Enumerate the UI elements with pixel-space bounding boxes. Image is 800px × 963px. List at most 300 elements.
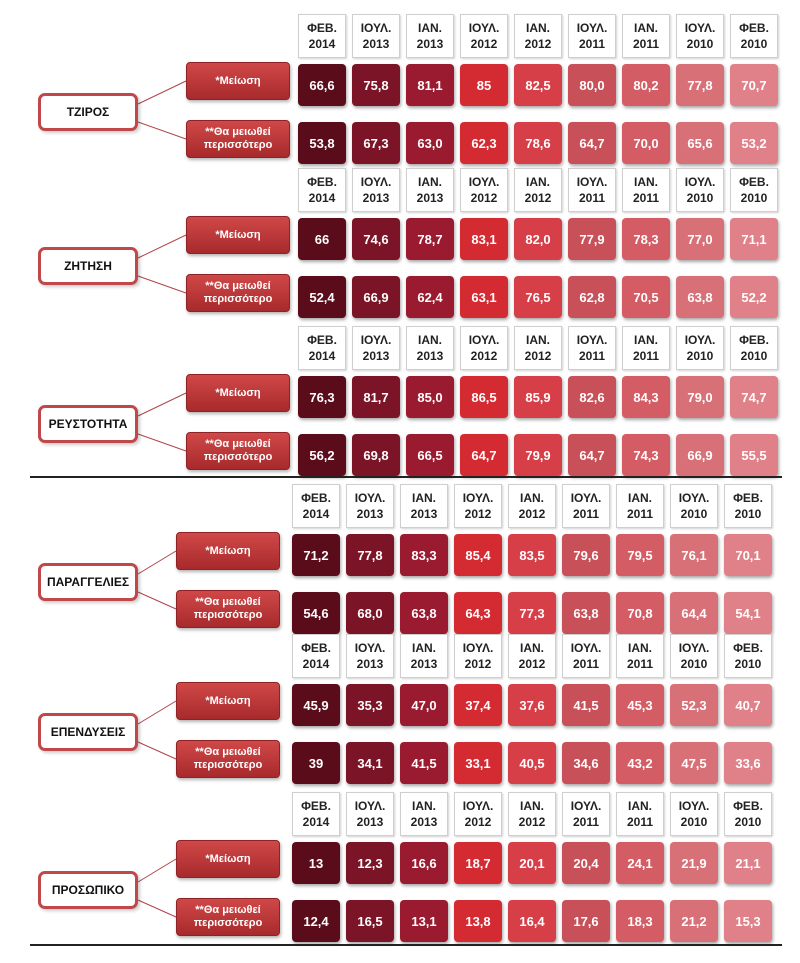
connector-line (138, 122, 186, 139)
column-header-period: ΙΑΝ. (412, 641, 436, 655)
column-header (568, 326, 616, 370)
connector-line (138, 276, 186, 293)
row-label-line: περισσότερο (203, 451, 273, 463)
data-cell: 82,5 (514, 64, 562, 106)
column-header-period: ΦΕΒ. (301, 799, 331, 813)
data-cell: 83,3 (400, 534, 448, 576)
category-label: ΕΠΕΝΔΥΣΕΙΣ (38, 713, 138, 751)
column-header-period: ΙΑΝ. (418, 175, 442, 189)
column-header (298, 168, 346, 212)
data-cell: 70,8 (616, 592, 664, 634)
column-header-year: 2014 (308, 349, 336, 363)
row-label-line: **Θα μειωθεί (205, 438, 271, 450)
row-label-reduce-more (186, 120, 290, 158)
data-cell: 82,0 (514, 218, 562, 260)
data-cell: 66,9 (676, 434, 724, 476)
data-cell: 76,1 (670, 534, 718, 576)
column-header-year: 2014 (308, 37, 336, 51)
data-cell: 66,9 (352, 276, 400, 318)
connector-line (138, 81, 186, 104)
data-cell: 52,4 (298, 276, 346, 318)
column-header-period: ΙΟΥΛ. (468, 175, 500, 189)
data-cell: 62,8 (568, 276, 616, 318)
data-cell: 34,6 (562, 742, 610, 784)
column-header-year: 2013 (362, 349, 390, 363)
column-header-period: ΙΟΥΛ. (576, 21, 608, 35)
row-label-reduce-more (186, 432, 290, 470)
column-header-year: 2010 (680, 657, 708, 671)
data-cell: 41,5 (400, 742, 448, 784)
column-header-year: 2010 (734, 507, 762, 521)
column-header-year: 2013 (356, 507, 384, 521)
column-header (298, 14, 346, 58)
column-header-period: ΙΟΥΛ. (678, 799, 710, 813)
row-label-reduce-more (186, 274, 290, 312)
data-cell: 78,7 (406, 218, 454, 260)
column-header (730, 326, 778, 370)
data-cell: 84,3 (622, 376, 670, 418)
column-header-year: 2013 (410, 657, 438, 671)
column-header (616, 792, 664, 836)
column-header-period: ΙΑΝ. (520, 799, 544, 813)
column-header (724, 792, 772, 836)
data-cell: 85,0 (406, 376, 454, 418)
column-header-year: 2010 (686, 191, 714, 205)
row-label-reduce-more (176, 898, 280, 936)
column-header-year: 2014 (302, 657, 330, 671)
row-label-line: *Μείωση (205, 544, 251, 557)
column-header-period: ΙΑΝ. (628, 799, 652, 813)
column-header (454, 792, 502, 836)
data-cell: 76,5 (514, 276, 562, 318)
data-cell: 53,2 (730, 122, 778, 164)
data-cell: 66 (298, 218, 346, 260)
row-label-line: περισσότερο (193, 759, 263, 771)
data-cell: 39 (292, 742, 340, 784)
column-header-period: ΙΑΝ. (520, 641, 544, 655)
column-header (292, 634, 340, 678)
data-cell: 40,7 (724, 684, 772, 726)
column-header-period: ΙΑΝ. (526, 21, 550, 35)
row-label-line: περισσότερο (193, 609, 263, 621)
data-cell: 45,9 (292, 684, 340, 726)
data-cell: 24,1 (616, 842, 664, 884)
data-cell: 33,1 (454, 742, 502, 784)
column-header-year: 2012 (464, 815, 492, 829)
column-header (406, 326, 454, 370)
column-header-year: 2010 (734, 657, 762, 671)
column-header (292, 484, 340, 528)
data-cell: 66,5 (406, 434, 454, 476)
column-header-year: 2014 (308, 191, 336, 205)
column-header-period: ΦΕΒ. (733, 641, 763, 655)
column-header-period: ΙΑΝ. (628, 491, 652, 505)
category-label: ΠΑΡΑΓΓΕΛΙΕΣ (38, 563, 138, 601)
data-cell: 78,6 (514, 122, 562, 164)
section-divider (30, 944, 782, 946)
column-header-year: 2011 (632, 37, 660, 51)
data-cell: 62,4 (406, 276, 454, 318)
column-header-year: 2011 (572, 815, 600, 829)
row-label-line: *Μείωση (215, 386, 261, 399)
column-header (508, 792, 556, 836)
data-cell: 74,6 (352, 218, 400, 260)
data-cell: 47,0 (400, 684, 448, 726)
column-header-period: ΙΟΥΛ. (468, 21, 500, 35)
column-header-year: 2012 (518, 507, 546, 521)
column-header-year: 2011 (626, 657, 654, 671)
row-label-line: περισσότερο (203, 293, 273, 305)
column-header (454, 484, 502, 528)
column-header (562, 792, 610, 836)
data-cell: 12,3 (346, 842, 394, 884)
data-cell: 13,1 (400, 900, 448, 942)
data-cell: 16,6 (400, 842, 448, 884)
column-header (454, 634, 502, 678)
data-cell: 16,4 (508, 900, 556, 942)
column-header-period: ΙΟΥΛ. (570, 641, 602, 655)
column-header-period: ΙΟΥΛ. (354, 799, 386, 813)
column-header (676, 14, 724, 58)
data-cell: 74,3 (622, 434, 670, 476)
data-cell: 81,1 (406, 64, 454, 106)
column-header-period: ΙΟΥΛ. (462, 491, 494, 505)
row-label-reduce-more (176, 740, 280, 778)
data-cell: 65,6 (676, 122, 724, 164)
column-header-year: 2012 (470, 191, 498, 205)
row-label-reduce (186, 374, 290, 412)
row-label-reduce (186, 62, 290, 100)
column-header-year: 2011 (632, 191, 660, 205)
column-header-period: ΙΑΝ. (634, 333, 658, 347)
column-header-period: ΙΟΥΛ. (354, 491, 386, 505)
column-header-period: ΦΕΒ. (301, 641, 331, 655)
column-header-year: 2010 (740, 349, 768, 363)
data-cell: 56,2 (298, 434, 346, 476)
column-header (622, 326, 670, 370)
row-label-line: *Μείωση (205, 852, 251, 865)
data-cell: 40,5 (508, 742, 556, 784)
data-cell: 55,5 (730, 434, 778, 476)
column-header-period: ΦΕΒ. (301, 491, 331, 505)
column-header-year: 2010 (734, 815, 762, 829)
column-header (406, 14, 454, 58)
data-cell: 20,1 (508, 842, 556, 884)
connector-line (138, 434, 186, 451)
data-cell: 63,8 (562, 592, 610, 634)
data-cell: 77,8 (346, 534, 394, 576)
data-cell: 13 (292, 842, 340, 884)
column-header (514, 168, 562, 212)
row-label-reduce (176, 532, 280, 570)
column-header-period: ΙΑΝ. (412, 491, 436, 505)
data-cell: 21,1 (724, 842, 772, 884)
column-header-period: ΙΟΥΛ. (360, 175, 392, 189)
column-header-year: 2011 (572, 657, 600, 671)
column-header (352, 326, 400, 370)
column-header (292, 792, 340, 836)
data-cell: 63,0 (406, 122, 454, 164)
data-cell: 63,8 (676, 276, 724, 318)
column-header-year: 2012 (518, 657, 546, 671)
data-cell: 54,6 (292, 592, 340, 634)
data-cell: 62,3 (460, 122, 508, 164)
column-header (352, 14, 400, 58)
data-cell: 77,9 (568, 218, 616, 260)
column-header-year: 2011 (626, 507, 654, 521)
column-header (406, 168, 454, 212)
column-header-year: 2011 (578, 349, 606, 363)
column-header-period: ΙΑΝ. (526, 333, 550, 347)
column-header (460, 14, 508, 58)
category-label: ΤΖΙΡΟΣ (38, 93, 138, 131)
data-cell: 74,7 (730, 376, 778, 418)
column-header-period: ΦΕΒ. (733, 799, 763, 813)
column-header-year: 2012 (524, 349, 552, 363)
data-cell: 68,0 (346, 592, 394, 634)
column-header-year: 2013 (362, 191, 390, 205)
column-header-period: ΙΟΥΛ. (360, 333, 392, 347)
column-header (616, 484, 664, 528)
data-cell: 53,8 (298, 122, 346, 164)
data-cell: 71,1 (730, 218, 778, 260)
column-header (670, 634, 718, 678)
column-header-year: 2013 (410, 815, 438, 829)
column-header-year: 2014 (302, 815, 330, 829)
category-label: ΖΗΤΗΣΗ (38, 247, 138, 285)
column-header-year: 2013 (416, 191, 444, 205)
column-header-period: ΙΟΥΛ. (462, 799, 494, 813)
data-cell: 43,2 (616, 742, 664, 784)
column-header (400, 634, 448, 678)
data-cell: 16,5 (346, 900, 394, 942)
column-header (616, 634, 664, 678)
column-header (508, 634, 556, 678)
column-header-period: ΙΟΥΛ. (576, 333, 608, 347)
column-header (346, 792, 394, 836)
column-header-year: 2014 (302, 507, 330, 521)
column-header-period: ΙΟΥΛ. (678, 491, 710, 505)
data-cell: 70,5 (622, 276, 670, 318)
row-label-line: περισσότερο (203, 139, 273, 151)
row-label-reduce (176, 840, 280, 878)
data-cell: 35,3 (346, 684, 394, 726)
row-label-line: **Θα μειωθεί (195, 596, 261, 608)
column-header-year: 2013 (416, 37, 444, 51)
column-header-year: 2011 (578, 37, 606, 51)
data-cell: 63,1 (460, 276, 508, 318)
row-label-line: **Θα μειωθεί (205, 126, 271, 138)
column-header-year: 2012 (464, 507, 492, 521)
column-header-year: 2010 (680, 815, 708, 829)
column-header-period: ΦΕΒ. (739, 21, 769, 35)
column-header-year: 2011 (626, 815, 654, 829)
column-header-period: ΙΟΥΛ. (462, 641, 494, 655)
column-header (298, 326, 346, 370)
column-header-year: 2010 (686, 37, 714, 51)
column-header (352, 168, 400, 212)
column-header-year: 2012 (524, 191, 552, 205)
data-cell: 13,8 (454, 900, 502, 942)
data-cell: 52,2 (730, 276, 778, 318)
column-header-period: ΙΑΝ. (418, 333, 442, 347)
data-cell: 76,3 (298, 376, 346, 418)
data-cell: 21,9 (670, 842, 718, 884)
category-label: ΠΡΟΣΩΠΙΚΟ (38, 871, 138, 909)
data-cell: 85 (460, 64, 508, 106)
column-header-year: 2012 (470, 37, 498, 51)
data-cell: 80,0 (568, 64, 616, 106)
data-cell: 70,0 (622, 122, 670, 164)
data-cell: 79,0 (676, 376, 724, 418)
column-header (562, 484, 610, 528)
column-header-period: ΙΑΝ. (418, 21, 442, 35)
connector-line (138, 551, 176, 574)
column-header (400, 792, 448, 836)
column-header-period: ΙΟΥΛ. (570, 491, 602, 505)
data-cell: 83,5 (508, 534, 556, 576)
column-header (346, 634, 394, 678)
column-header-period: ΙΑΝ. (628, 641, 652, 655)
column-header-period: ΙΑΝ. (412, 799, 436, 813)
data-cell: 70,1 (724, 534, 772, 576)
column-header (400, 484, 448, 528)
row-label-line: **Θα μειωθεί (195, 904, 261, 916)
data-cell: 85,4 (454, 534, 502, 576)
data-cell: 63,8 (400, 592, 448, 634)
column-header-period: ΙΟΥΛ. (360, 21, 392, 35)
data-cell: 79,6 (562, 534, 610, 576)
column-header-year: 2012 (524, 37, 552, 51)
data-cell: 79,9 (514, 434, 562, 476)
row-label-line: **Θα μειωθεί (195, 746, 261, 758)
column-header-period: ΙΟΥΛ. (354, 641, 386, 655)
column-header (568, 168, 616, 212)
column-header-year: 2011 (572, 507, 600, 521)
column-header-year: 2013 (416, 349, 444, 363)
row-label-line: **Θα μειωθεί (205, 280, 271, 292)
column-header-year: 2011 (632, 349, 660, 363)
data-cell: 12,4 (292, 900, 340, 942)
column-header (346, 484, 394, 528)
column-header (730, 14, 778, 58)
column-header (562, 634, 610, 678)
column-header (724, 634, 772, 678)
column-header-period: ΦΕΒ. (307, 21, 337, 35)
data-cell: 70,7 (730, 64, 778, 106)
column-header-period: ΙΟΥΛ. (684, 21, 716, 35)
column-header-year: 2013 (362, 37, 390, 51)
column-header-period: ΦΕΒ. (307, 175, 337, 189)
section-divider (30, 476, 782, 478)
column-header-period: ΙΟΥΛ. (684, 333, 716, 347)
column-header (622, 14, 670, 58)
connector-line (138, 701, 176, 724)
column-header (670, 484, 718, 528)
column-header-year: 2013 (356, 657, 384, 671)
row-label-line: *Μείωση (215, 228, 261, 241)
row-label-reduce (176, 682, 280, 720)
connector-line (138, 592, 176, 609)
column-header (676, 326, 724, 370)
row-label-line: περισσότερο (193, 917, 263, 929)
data-cell: 37,6 (508, 684, 556, 726)
data-cell: 77,0 (676, 218, 724, 260)
data-cell: 64,4 (670, 592, 718, 634)
column-header-period: ΙΑΝ. (526, 175, 550, 189)
connector-line (138, 235, 186, 258)
column-header-period: ΙΟΥΛ. (570, 799, 602, 813)
column-header (730, 168, 778, 212)
connector-line (138, 742, 176, 759)
row-label-line: *Μείωση (205, 694, 251, 707)
data-cell: 71,2 (292, 534, 340, 576)
column-header (460, 326, 508, 370)
data-cell: 75,8 (352, 64, 400, 106)
data-cell: 79,5 (616, 534, 664, 576)
column-header-period: ΙΑΝ. (634, 175, 658, 189)
data-cell: 20,4 (562, 842, 610, 884)
column-header-period: ΦΕΒ. (307, 333, 337, 347)
column-header-year: 2012 (464, 657, 492, 671)
data-cell: 45,3 (616, 684, 664, 726)
data-cell: 80,2 (622, 64, 670, 106)
column-header (460, 168, 508, 212)
column-header (514, 14, 562, 58)
column-header-year: 2010 (740, 37, 768, 51)
column-header (670, 792, 718, 836)
category-label: ΡΕΥΣΤΟΤΗΤΑ (38, 405, 138, 443)
column-header-year: 2010 (680, 507, 708, 521)
connector-line (138, 900, 176, 917)
column-header-year: 2012 (518, 815, 546, 829)
row-label-reduce (186, 216, 290, 254)
column-header (508, 484, 556, 528)
column-header (514, 326, 562, 370)
column-header (724, 484, 772, 528)
column-header-year: 2013 (410, 507, 438, 521)
data-cell: 64,7 (568, 434, 616, 476)
data-cell: 18,7 (454, 842, 502, 884)
data-cell: 77,8 (676, 64, 724, 106)
data-cell: 64,3 (454, 592, 502, 634)
connector-line (138, 393, 186, 416)
data-cell: 17,6 (562, 900, 610, 942)
data-cell: 33,6 (724, 742, 772, 784)
data-cell: 18,3 (616, 900, 664, 942)
column-header-year: 2013 (356, 815, 384, 829)
column-header-period: ΙΟΥΛ. (684, 175, 716, 189)
data-cell: 37,4 (454, 684, 502, 726)
column-header-period: ΙΟΥΛ. (576, 175, 608, 189)
column-header (622, 168, 670, 212)
column-header-period: ΦΕΒ. (733, 491, 763, 505)
data-cell: 64,7 (568, 122, 616, 164)
data-cell: 83,1 (460, 218, 508, 260)
column-header-period: ΙΟΥΛ. (468, 333, 500, 347)
data-cell: 69,8 (352, 434, 400, 476)
row-label-line: *Μείωση (215, 74, 261, 87)
data-cell: 47,5 (670, 742, 718, 784)
column-header (568, 14, 616, 58)
data-cell: 41,5 (562, 684, 610, 726)
column-header-year: 2010 (740, 191, 768, 205)
data-cell: 34,1 (346, 742, 394, 784)
column-header-year: 2012 (470, 349, 498, 363)
data-cell: 85,9 (514, 376, 562, 418)
data-cell: 15,3 (724, 900, 772, 942)
data-cell: 81,7 (352, 376, 400, 418)
